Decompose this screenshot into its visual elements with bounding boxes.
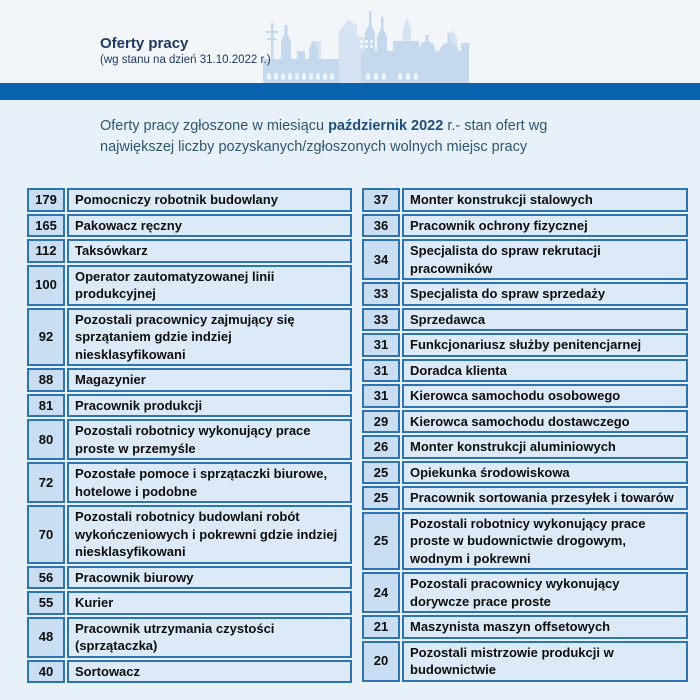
job-title-cell: Maszynista maszyn offsetowych (402, 615, 688, 639)
table-row (362, 359, 688, 383)
offer-count-cell: 81 (27, 394, 65, 418)
offer-count-cell: 29 (362, 410, 400, 434)
offer-count-cell: 31 (362, 333, 400, 357)
offer-count-cell: 24 (362, 572, 400, 613)
table-row (27, 591, 352, 615)
job-title-cell: Taksówkarz (67, 239, 352, 263)
intro-month-highlight: październik 2022 (328, 118, 444, 134)
job-title-cell: Pozostałe pomoce i sprzątaczki biurowe, hotelowe i podobne (67, 462, 352, 503)
job-title-cell: Kurier (67, 591, 352, 615)
offer-count-cell: 34 (362, 239, 400, 280)
table-row (27, 394, 352, 418)
offer-count-cell: 70 (27, 505, 65, 564)
job-title-cell: Kierowca samochodu dostawczego (402, 410, 688, 434)
offer-count-cell: 48 (27, 617, 65, 658)
job-title-cell: Pozostali robotnicy wykonujący prace proste w budownictwie drogowym, wodnym i pokrewni (402, 512, 688, 571)
tables-area (0, 188, 700, 683)
table-row (362, 188, 688, 212)
job-title-cell: Pracownik ochrony fizycznej (402, 214, 688, 238)
table-row (27, 617, 352, 658)
offer-count-cell: 33 (362, 282, 400, 306)
job-title-cell: Monter konstrukcji aluminiowych (402, 435, 688, 459)
table-row (27, 308, 352, 367)
table-row (362, 282, 688, 306)
job-title-cell: Funkcjonariusz służby penitencjarnej (402, 333, 688, 357)
table-row (362, 572, 688, 613)
job-title-cell: Specjalista do spraw rekrutacji pracowników (402, 239, 688, 280)
table-row (362, 410, 688, 434)
intro-suffix: r.- stan ofert wg największej liczby pozyskanych/zgłoszonych wolnych miejsc pracy (100, 118, 548, 156)
table-row (27, 368, 352, 392)
job-title-cell: Pracownik produkcji (67, 394, 352, 418)
offer-count-cell: 37 (362, 188, 400, 212)
job-title-cell: Operator zautomatyzowanej linii produkcyjnej (67, 265, 352, 306)
job-title-cell: Pozostali pracownicy wykonujący dorywcze prace proste (402, 572, 688, 613)
table-row (362, 333, 688, 357)
job-title-cell: Pomocniczy robotnik budowlany (67, 188, 352, 212)
job-title-cell: Kierowca samochodu osobowego (402, 384, 688, 408)
offer-count-cell: 55 (27, 591, 65, 615)
offer-count-cell: 20 (362, 641, 400, 682)
table-row (27, 214, 352, 238)
table-row (27, 660, 352, 684)
table-row (362, 641, 688, 682)
job-title-cell: Magazynier (67, 368, 352, 392)
offer-count-cell: 25 (362, 512, 400, 571)
header-text-block (100, 35, 271, 68)
city-skyline-icon (253, 7, 469, 83)
page-header (0, 0, 700, 83)
table-row (362, 512, 688, 571)
job-title-cell: Sprzedawca (402, 308, 688, 332)
page-title: Oferty pracy (100, 35, 189, 52)
offer-count-cell: 179 (27, 188, 65, 212)
table-row (362, 435, 688, 459)
offer-count-cell: 88 (27, 368, 65, 392)
job-title-cell: Sortowacz (67, 660, 352, 684)
offer-count-cell: 25 (362, 486, 400, 510)
table-row (27, 505, 352, 564)
offer-count-cell: 100 (27, 265, 65, 306)
page-subtitle: (wg stanu na dzień 31.10.2022 r.) (100, 54, 271, 66)
job-title-cell: Pakowacz ręczny (67, 214, 352, 238)
job-title-cell: Pracownik sortowania przesyłek i towarów (402, 486, 688, 510)
offer-count-cell: 25 (362, 461, 400, 485)
offer-count-cell: 31 (362, 359, 400, 383)
table-row (362, 615, 688, 639)
table-row (27, 188, 352, 212)
job-title-cell: Specjalista do spraw sprzedaży (402, 282, 688, 306)
job-title-cell: Pracownik biurowy (67, 566, 352, 590)
offer-count-cell: 33 (362, 308, 400, 332)
offer-count-cell: 31 (362, 384, 400, 408)
offer-count-cell: 40 (27, 660, 65, 684)
table-row (362, 384, 688, 408)
offer-count-cell: 21 (362, 615, 400, 639)
table-row (362, 308, 688, 332)
job-title-cell: Pozostali pracownicy zajmujący się sprzątaniem gdzie indziej niesklasyfikowani (67, 308, 352, 367)
table-row (362, 461, 688, 485)
table-row (27, 566, 352, 590)
jobs-table-right (362, 188, 688, 682)
job-title-cell: Pozostali robotnicy budowlani robót wykończeniowych i pokrewni gdzie indziej niesklasyfikowani (67, 505, 352, 564)
offer-count-cell: 80 (27, 419, 65, 460)
table-row (362, 214, 688, 238)
offer-count-cell: 72 (27, 462, 65, 503)
offer-count-cell: 36 (362, 214, 400, 238)
intro-paragraph (100, 116, 620, 158)
job-title-cell: Pozostali mistrzowie produkcji w budownictwie (402, 641, 688, 682)
divider-bar (0, 83, 700, 100)
table-row (27, 265, 352, 306)
job-title-cell: Doradca klienta (402, 359, 688, 383)
job-title-cell: Monter konstrukcji stalowych (402, 188, 688, 212)
table-row (362, 239, 688, 280)
job-title-cell: Pozostali robotnicy wykonujący prace proste w przemyśle (67, 419, 352, 460)
offer-count-cell: 26 (362, 435, 400, 459)
table-row (27, 462, 352, 503)
offer-count-cell: 92 (27, 308, 65, 367)
table-row (27, 419, 352, 460)
table-row (362, 486, 688, 510)
jobs-table-left (27, 188, 352, 683)
offer-count-cell: 112 (27, 239, 65, 263)
intro-prefix: Oferty pracy zgłoszone w miesiącu (100, 118, 329, 134)
offer-count-cell: 56 (27, 566, 65, 590)
offer-count-cell: 165 (27, 214, 65, 238)
table-row (27, 239, 352, 263)
job-title-cell: Opiekunka środowiskowa (402, 461, 688, 485)
job-title-cell: Pracownik utrzymania czystości (sprzątaczka) (67, 617, 352, 658)
